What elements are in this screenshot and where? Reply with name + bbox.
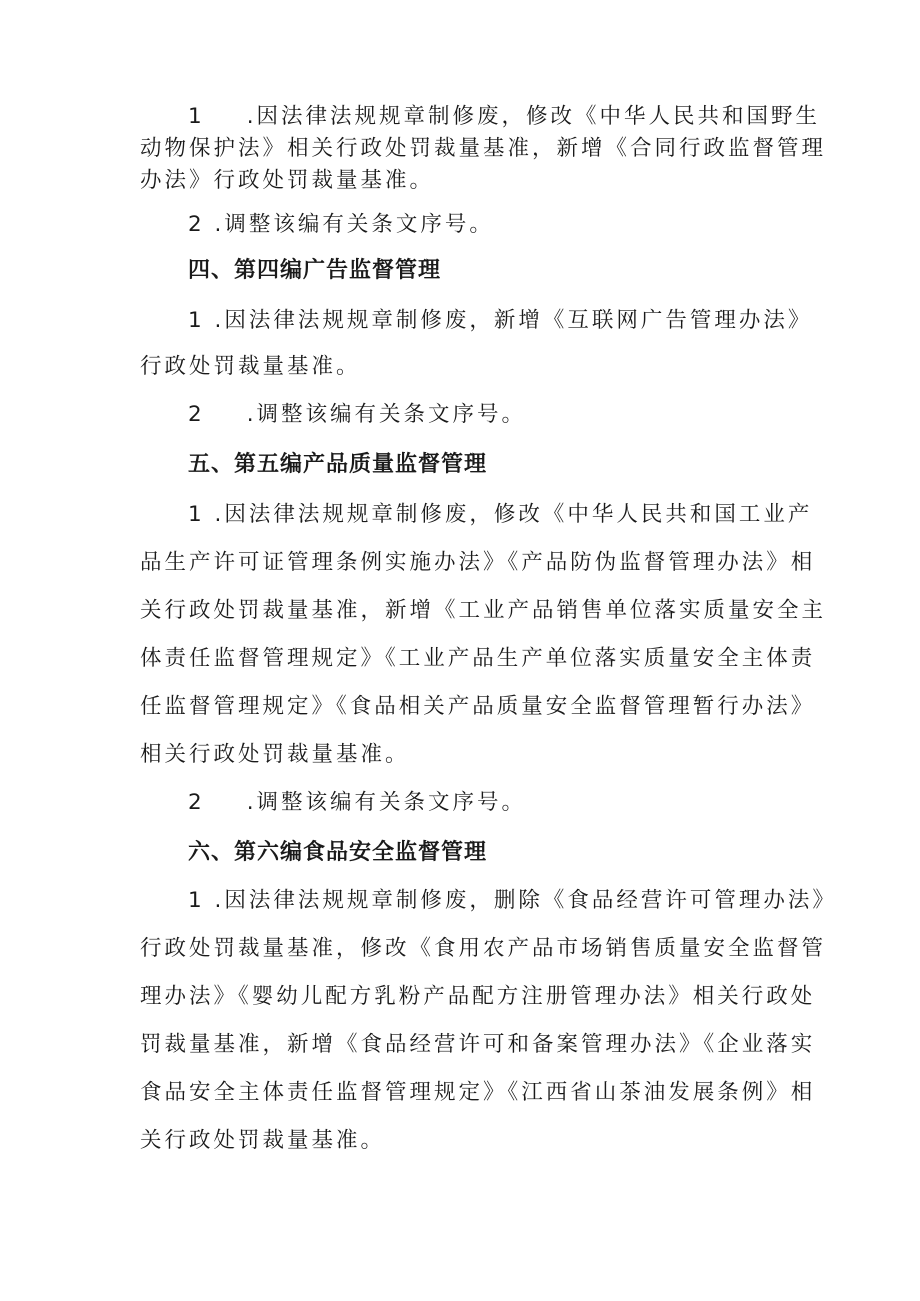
section4-item1-line2: 行政处罚裁量基准。 bbox=[140, 354, 361, 379]
section5-heading: 五、第五编产品质量监督管理 bbox=[188, 452, 488, 477]
section3-item1-line2: 动物保护法》相关行政处罚裁量基准，新增《合同行政监督管理 bbox=[140, 136, 827, 161]
section4-item2-number: 2 bbox=[188, 402, 205, 427]
section5-item1-line1: 1 .因法律法规规章制修废，修改《中华人民共和国工业产 bbox=[188, 502, 813, 527]
section6-item1-line5: 食品安全主体责任监督管理规定》《江西省山茶油发展条例》相 bbox=[140, 1080, 816, 1105]
section4-heading: 四、第四编广告监督管理 bbox=[188, 258, 442, 283]
section5-item1-line3: 关行政处罚裁量基准，新增《工业产品销售单位落实质量安全主 bbox=[140, 598, 827, 623]
section6-heading: 六、第六编食品安全监督管理 bbox=[188, 840, 488, 865]
section3-item1-line1 bbox=[188, 102, 821, 132]
section6-item1-line3: 理办法》《婴幼儿配方乳粉产品配方注册管理办法》相关行政处 bbox=[140, 984, 816, 1009]
section6-item1-line1: 1 .因法律法规规章制修废，删除《食品经营许可管理办法》 bbox=[188, 888, 837, 913]
section3-item1-number: 1 bbox=[188, 104, 205, 129]
section4-item2 bbox=[188, 400, 808, 430]
section5-item1-line5: 任监督管理规定》《食品相关产品质量安全监督管理暂行办法》 bbox=[140, 694, 816, 719]
section3-item2: 2 .调整该编有关条文序号。 bbox=[188, 212, 494, 237]
section4-item1-line1: 1 .因法律法规规章制修废，新增《互联网广告管理办法》 bbox=[188, 308, 813, 333]
section5-item2 bbox=[188, 788, 808, 818]
section5-item1-line6: 相关行政处罚裁量基准。 bbox=[140, 742, 410, 767]
section5-item1-line2: 品生产许可证管理条例实施办法》《产品防伪监督管理办法》相 bbox=[140, 550, 816, 575]
section5-item1-line4: 体责任监督管理规定》《工业产品生产单位落实质量安全主体责 bbox=[140, 646, 816, 671]
section5-item2-text: .调整该编有关条文序号。 bbox=[246, 790, 527, 815]
section6-item1-line2: 行政处罚裁量基准，修改《食用农产品市场销售质量安全监督管 bbox=[140, 936, 827, 961]
section6-item1-line6: 关行政处罚裁量基准。 bbox=[140, 1128, 386, 1153]
section3-item1-text: .因法律法规规章制修废，修改《中华人民共和国野生 bbox=[246, 104, 821, 129]
section3-item1-line3: 办法》行政处罚裁量基准。 bbox=[140, 168, 435, 193]
section6-item1-line4: 罚裁量基准，新增《食品经营许可和备案管理办法》《企业落实 bbox=[140, 1032, 816, 1057]
section5-item2-number: 2 bbox=[188, 790, 205, 815]
section4-item2-text: .调整该编有关条文序号。 bbox=[246, 402, 527, 427]
